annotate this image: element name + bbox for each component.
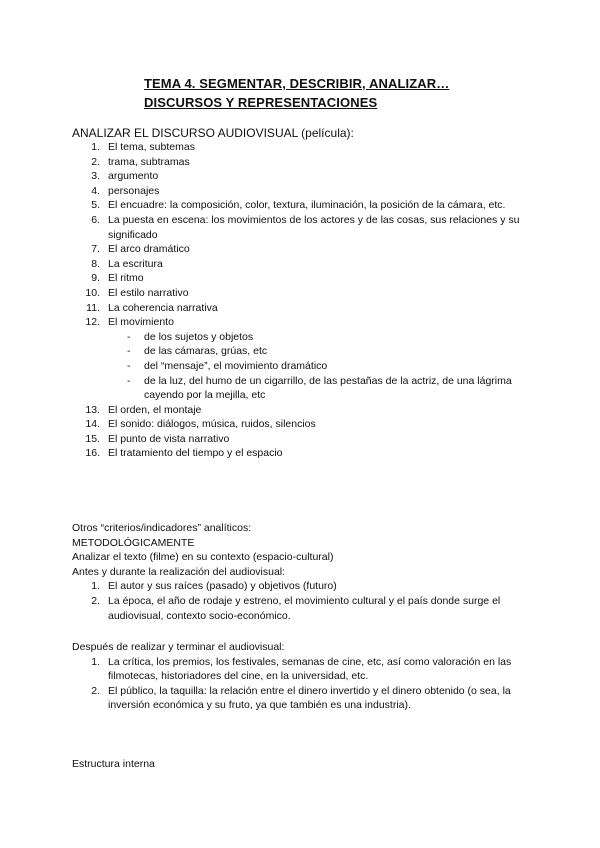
after-list (72, 655, 532, 713)
list-item: 2. La época, el año de rodaje y estreno, el movimiento cultural y el país donde surge el audiovisual, contexto socio-económico. (91, 594, 501, 622)
list-item: 7. El arco dramático (91, 243, 190, 256)
list-item: 9. El ritmo (91, 272, 144, 285)
list-item: 8. La escritura (91, 257, 163, 270)
internal-structure-heading: Estructura interna (72, 758, 155, 770)
before-heading: Antes y durante la realización del audiovisual: (72, 565, 286, 578)
criteria-heading: Otros “criterios/indicadores” analíticos: (72, 522, 252, 534)
criteria-section (72, 521, 532, 623)
list-item: 16. El tratamiento del tiempo y el espacio (85, 447, 283, 460)
list-item: 10. El estilo narrativo (85, 286, 189, 299)
context-line: Analizar el texto (filme) en su contexto (espacio-cultural) (72, 551, 334, 564)
title-line-2: DISCURSOS Y REPRESENTACIONES (144, 95, 378, 110)
list-item: 15. El punto de vista narrativo (85, 432, 230, 445)
list-item: 14. El sonido: diálogos, música, ruidos, silencios (85, 418, 316, 431)
list-item: 4. personajes (91, 184, 160, 197)
analysis-list (72, 140, 532, 461)
sub-list-item: - del “mensaje”, el movimiento dramático (127, 359, 328, 372)
analysis-heading: ANALIZAR EL DISCURSO AUDIOVISUAL (película): (72, 126, 354, 140)
movement-sublist (108, 330, 532, 403)
sub-list-item: - de la luz, del humo de un cigarrillo, de las pestañas de la actriz, de una lágrima cayendo por la mejilla, etc (127, 374, 512, 402)
before-list (72, 579, 532, 623)
list-item: 1. El autor y sus raíces (pasado) y objetivos (futuro) (91, 580, 337, 593)
list-item: 3. argumento (91, 170, 159, 183)
title-line-1: TEMA 4. SEGMENTAR, DESCRIBIR, ANALIZAR… (144, 76, 450, 91)
methodology-heading: METODOLÓGICAMENTE (72, 536, 195, 549)
list-item: 6. La puesta en escena: los movimientos de los actores y de las cosas, sus relaciones y su significado (91, 213, 520, 241)
list-item: 5. El encuadre: la composición, color, textura, iluminación, la posición de la cámara, etc. (91, 199, 506, 212)
list-item: 2. trama, subtramas (91, 155, 190, 168)
list-item: 1. El tema, subtemas (91, 141, 195, 153)
page-title (144, 74, 449, 112)
list-item: 13. El orden, el montaje (85, 403, 202, 416)
sub-list-item: - de las cámaras, grúas, etc (127, 345, 268, 358)
after-section (72, 640, 532, 713)
list-item: 2. El público, la taquilla: la relación entre el dinero invertido y el dinero obtenido (o sea, la inversión económica y su fruto, ya que también es una industria). (91, 684, 511, 712)
sub-list-item: - de los sujetos y objetos (127, 330, 254, 343)
list-item: 1. La crítica, los premios, los festivales, semanas de cine, etc, así como valoración en las filmotecas, historiadores del cine, en la universidad, etc. (91, 655, 512, 683)
internal-structure-section (72, 757, 532, 772)
list-item: 12. El movimiento - de los sujetos y objetos - de las cámaras, grúas, etc - del “mensaje”, el movimiento dramático - de la luz, del humo de un cigarrillo, de las pestañas de la actriz, de una lágrima cayendo por la mejilla, etc (72, 315, 532, 403)
after-heading: Después de realizar y terminar el audiovisual: (72, 641, 285, 653)
list-item: 11. La coherencia narrativa (86, 301, 218, 314)
